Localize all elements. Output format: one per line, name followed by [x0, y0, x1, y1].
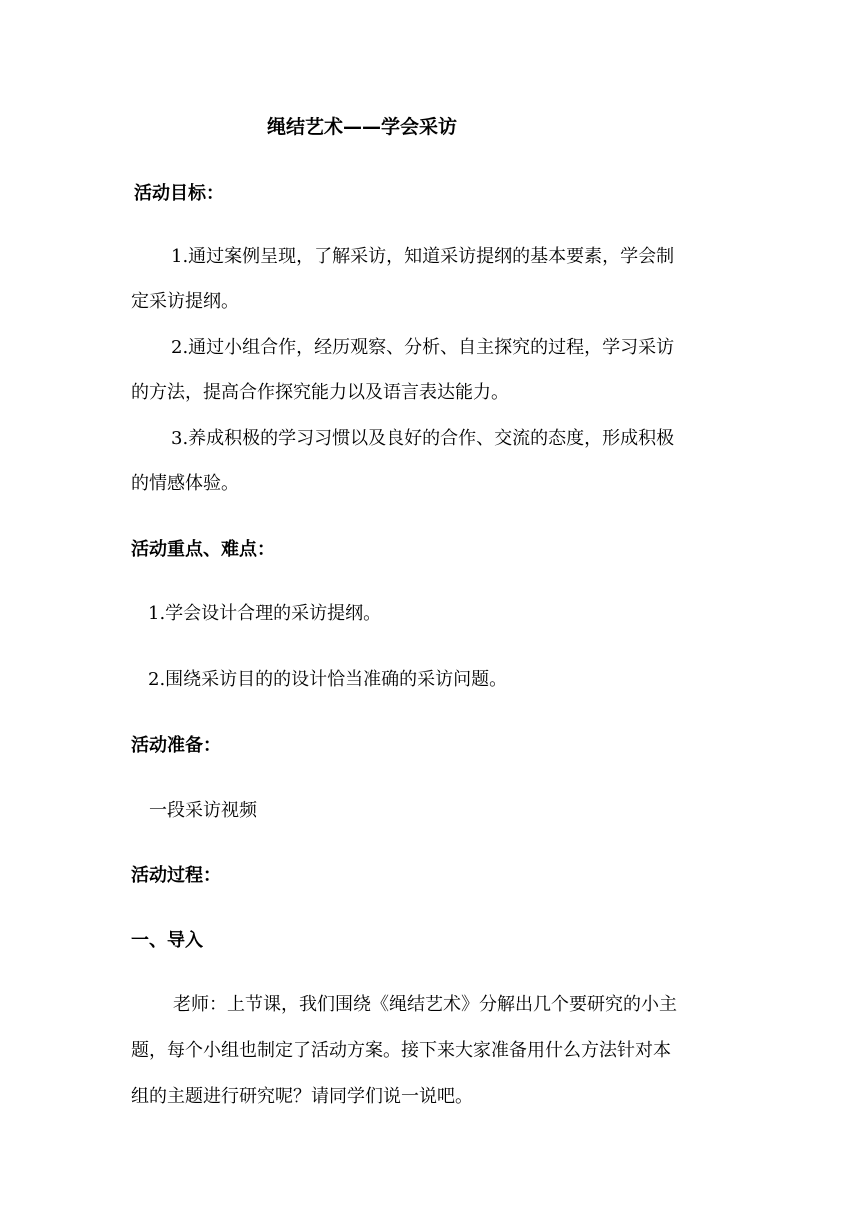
- key-point-1: 1.学会设计合理的采访提纲。: [148, 603, 382, 624]
- key-points-heading: 活动重点、难点：: [131, 539, 275, 560]
- preparation-text: 一段采访视频: [149, 800, 257, 821]
- section-1-heading: 一、导入: [131, 930, 203, 951]
- section-1-line-1: 老师：上节课，我们围绕《绳结艺术》分解出几个要研究的小主: [173, 994, 677, 1015]
- objective-2-line-1: 2.通过小组合作，经历观察、分析、自主探究的过程，学习采访: [171, 337, 675, 358]
- objective-1-line-2: 定采访提纲。: [131, 291, 239, 312]
- objective-3-line-2: 的情感体验。: [131, 473, 239, 494]
- objective-1-line-1: 1.通过案例呈现，了解采访，知道采访提纲的基本要素，学会制: [171, 246, 675, 267]
- document-title: 绳结艺术——学会采访: [267, 116, 458, 138]
- section-1-line-3: 组的主题进行研究呢？请同学们说一说吧。: [131, 1086, 473, 1107]
- key-point-2: 2.围绕采访目的的设计恰当准确的采访问题。: [148, 669, 508, 690]
- process-heading: 活动过程：: [131, 865, 221, 886]
- section-1-line-2: 题，每个小组也制定了活动方案。接下来大家准备用什么方法针对本: [131, 1040, 671, 1061]
- objectives-heading: 活动目标：: [134, 183, 224, 204]
- objective-3-line-1: 3.养成积极的学习习惯以及良好的合作、交流的态度，形成积极: [171, 428, 675, 449]
- preparation-heading: 活动准备：: [131, 735, 221, 756]
- objective-2-line-2: 的方法，提高合作探究能力以及语言表达能力。: [131, 382, 509, 403]
